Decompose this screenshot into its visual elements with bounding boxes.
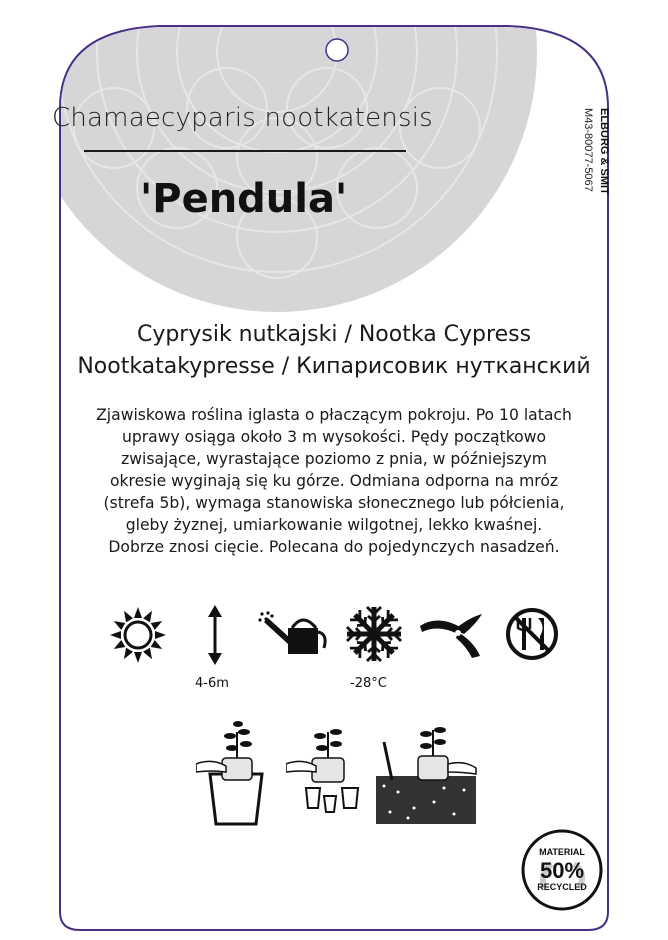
description-line: okresie wyginają się ku górze. Odmiana odporna na mróz [109, 472, 559, 490]
watering-can-icon [258, 610, 330, 660]
cultivar-name: 'Pendula' [140, 176, 348, 222]
frost-caption: -28°C [350, 676, 387, 691]
description-line: Zjawiskowa roślina iglasta o płaczącym pokroju. Po 10 latach [96, 406, 572, 424]
no-fork-knife-icon [504, 606, 560, 662]
description-line: zwisające, wyrastające poziomo z pnia, w późniejszym [121, 450, 547, 468]
recycled-line2: RECYCLED [537, 882, 587, 892]
common-names-line2: Nootkatakypresse / Кипарисовик нутканский [77, 354, 591, 379]
description-line: uprawy osiąga około 3 m wysokości. Pędy początkowo [121, 428, 547, 446]
title-divider [84, 150, 406, 152]
planting-step-ground-icon [374, 712, 478, 827]
height-caption: 4-6m [195, 676, 229, 691]
pruning-shears-icon [418, 612, 490, 660]
brand-name: ELBURG & SMIT [598, 108, 610, 195]
description-line: gleby żyznej, umiarkowanie wilgotnej, lekko kwaśnej. [125, 516, 543, 534]
planting-step-pot-icon [196, 712, 276, 827]
planting-step-soak-icon [286, 712, 372, 827]
description [64, 404, 604, 558]
hang-hole [326, 39, 348, 61]
common-names-line1: Cyprysik nutkajski / Nootka Cypress [136, 322, 532, 347]
recycled-line1: MATERIAL [539, 847, 585, 857]
sun-icon [108, 605, 168, 665]
product-code: M43-80077-5067 [582, 108, 594, 192]
height-arrow-icon [200, 603, 230, 667]
description-line: (strefa 5b), wymaga stanowiska słonecznego lub półcienia, [103, 494, 565, 512]
brand-block [582, 108, 614, 238]
decorative-circle [40, 8, 628, 338]
description-line: Dobrze znosi cięcie. Polecana do pojedynczych nasadzeń. [108, 538, 560, 556]
botanical-name: Chamaecyparis nootkatensis [52, 103, 433, 133]
snowflake-icon [344, 604, 404, 664]
recycled-percent: 50% [539, 858, 585, 883]
recycled-badge [520, 828, 604, 912]
